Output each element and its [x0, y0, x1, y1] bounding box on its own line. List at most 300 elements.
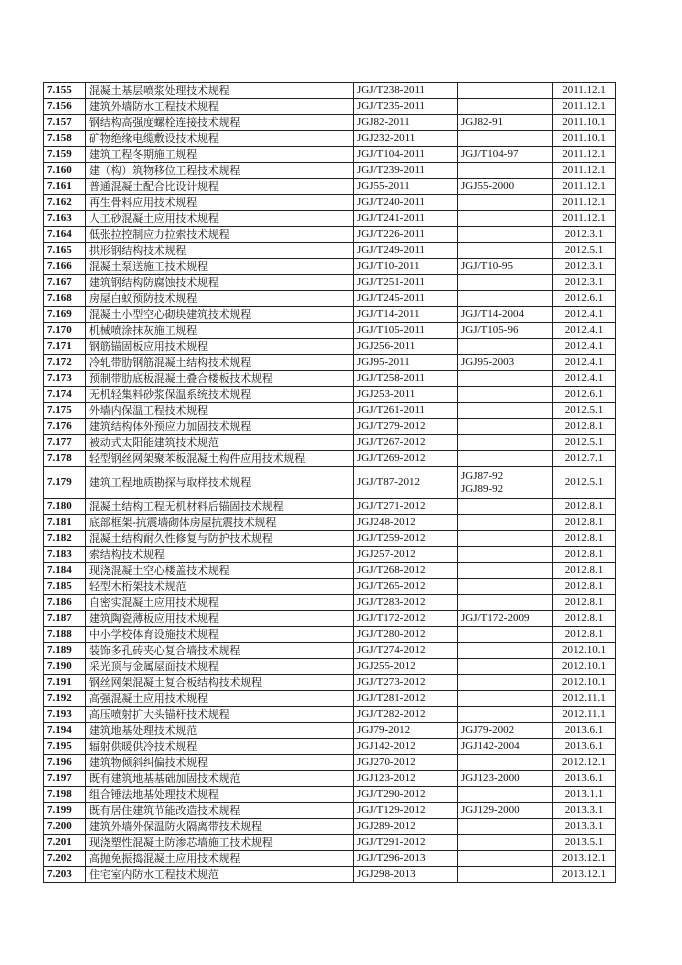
replaced-standard-cell: [458, 99, 553, 115]
table-row: [44, 115, 616, 131]
table-row: [44, 339, 616, 355]
standard-name-cell: 高抛免振捣混凝土应用技术规程: [86, 851, 354, 867]
standard-name-cell: 自密实混凝土应用技术规程: [86, 595, 354, 611]
standard-number-cell: 7.192: [44, 691, 86, 707]
table-row: [44, 291, 616, 307]
standard-name-cell: 高强混凝土应用技术规程: [86, 691, 354, 707]
standard-code-cell: JGJ/T296-2013: [354, 851, 458, 867]
standard-code-cell: JGJ82-2011: [354, 115, 458, 131]
standard-code-cell: JGJ232-2011: [354, 131, 458, 147]
replaced-standard-cell: [458, 275, 553, 291]
effective-date-cell: 2013.12.1: [553, 851, 616, 867]
standard-code-cell: JGJ289-2012: [354, 819, 458, 835]
standard-code-cell: JGJ/T249-2011: [354, 243, 458, 259]
table-row: [44, 387, 616, 403]
standards-table-container: [43, 82, 616, 883]
standard-name-cell: 既有建筑地基基础加固技术规范: [86, 771, 354, 787]
standard-name-cell: 建（构）筑物移位工程技术规程: [86, 163, 354, 179]
replaced-standard-cell: [458, 291, 553, 307]
standard-name-cell: 建筑结构体外预应力加固技术规程: [86, 419, 354, 435]
replaced-standard-cell: [458, 691, 553, 707]
standard-number-cell: 7.171: [44, 339, 86, 355]
standard-number-cell: 7.159: [44, 147, 86, 163]
standard-code-cell: JGJ/T104-2011: [354, 147, 458, 163]
replaced-standard-cell: [458, 803, 553, 819]
table-row: [44, 707, 616, 723]
standard-number-cell: 7.181: [44, 515, 86, 531]
replaced-standard-cell: [458, 419, 553, 435]
effective-date-cell: 2011.12.1: [553, 195, 616, 211]
effective-date-cell: 2012.8.1: [553, 627, 616, 643]
standard-code-cell: JGJ/T129-2012: [354, 803, 458, 819]
table-row: [44, 691, 616, 707]
replaced-standard-cell: [458, 83, 553, 99]
table-row: [44, 99, 616, 115]
standard-number-cell: 7.167: [44, 275, 86, 291]
standard-number-cell: 7.166: [44, 259, 86, 275]
standard-name-cell: 普通混凝土配合比设计规程: [86, 179, 354, 195]
effective-date-cell: 2012.3.1: [553, 259, 616, 275]
effective-date-cell: 2012.12.1: [553, 755, 616, 771]
standard-name-cell: 辐射供暖供冷技术规程: [86, 739, 354, 755]
standard-name-cell: 钢丝网架混凝土复合板结构技术规程: [86, 675, 354, 691]
table-row: [44, 83, 616, 99]
replaced-standard-cell: [458, 163, 553, 179]
replaced-standard-cell: [458, 387, 553, 403]
standard-name-cell: 建筑钢结构防腐蚀技术规程: [86, 275, 354, 291]
replaced-standard-cell: [458, 771, 553, 787]
effective-date-cell: 2012.10.1: [553, 659, 616, 675]
effective-date-cell: 2012.4.1: [553, 339, 616, 355]
effective-date-cell: 2011.12.1: [553, 163, 616, 179]
replaced-standard-cell: [458, 179, 553, 195]
replaced-standard-cell: [458, 115, 553, 131]
standard-code-cell: JGJ/T274-2012: [354, 643, 458, 659]
effective-date-cell: 2012.4.1: [553, 323, 616, 339]
standard-name-cell: 建筑物倾斜纠偏技术规程: [86, 755, 354, 771]
replaced-standard-cell: [458, 259, 553, 275]
table-row: [44, 627, 616, 643]
table-row: [44, 243, 616, 259]
standard-code-cell: JGJ/T226-2011: [354, 227, 458, 243]
table-row: [44, 307, 616, 323]
effective-date-cell: 2011.12.1: [553, 147, 616, 163]
table-row: [44, 675, 616, 691]
standard-name-cell: 建筑陶瓷薄板应用技术规程: [86, 611, 354, 627]
table-row: [44, 531, 616, 547]
replaced-standard-cell: [458, 579, 553, 595]
table-row: [44, 659, 616, 675]
replaced-standard-code: JGJ/T172-2009: [461, 612, 530, 624]
standard-name-cell: 钢结构高强度螺栓连接技术规程: [86, 115, 354, 131]
table-row: [44, 419, 616, 435]
standard-number-cell: 7.202: [44, 851, 86, 867]
standard-name-cell: 混凝土小型空心砌块建筑技术规程: [86, 307, 354, 323]
table-row: [44, 563, 616, 579]
replaced-standard-cell: [458, 547, 553, 563]
replaced-standard-cell: [458, 867, 553, 883]
standard-number-cell: 7.176: [44, 419, 86, 435]
replaced-standard-cell: [458, 531, 553, 547]
standard-name-cell: 建筑工程地质勘探与取样技术规程: [86, 467, 354, 499]
effective-date-cell: 2012.4.1: [553, 371, 616, 387]
effective-date-cell: 2011.12.1: [553, 83, 616, 99]
standard-name-cell: 被动式太阳能建筑技术规范: [86, 435, 354, 451]
table-row: [44, 355, 616, 371]
standard-code-cell: JGJ123-2012: [354, 771, 458, 787]
standard-number-cell: 7.178: [44, 451, 86, 467]
replaced-standard-code: JGJ79-2002: [461, 724, 515, 736]
table-row: [44, 579, 616, 595]
table-row: [44, 547, 616, 563]
effective-date-cell: 2012.8.1: [553, 611, 616, 627]
standard-name-cell: 人工砂混凝土应用技术规程: [86, 211, 354, 227]
replaced-standard-cell: [458, 755, 553, 771]
standard-code-cell: JGJ/T235-2011: [354, 99, 458, 115]
replaced-standard-cell: [458, 371, 553, 387]
standard-number-cell: 7.162: [44, 195, 86, 211]
table-row: [44, 163, 616, 179]
replaced-standard-code: JGJ/T10-95: [461, 260, 513, 272]
replaced-standard-cell: [458, 211, 553, 227]
replaced-standard-cell: [458, 515, 553, 531]
effective-date-cell: 2012.8.1: [553, 531, 616, 547]
standards-table-body: [44, 83, 616, 883]
effective-date-cell: 2013.1.1: [553, 787, 616, 803]
replaced-standard-code: JGJ95-2003: [461, 356, 515, 368]
standard-code-cell: JGJ255-2012: [354, 659, 458, 675]
replaced-standard-cell: [458, 723, 553, 739]
replaced-standard-cell: [458, 659, 553, 675]
replaced-standard-code: JGJ/T105-96: [461, 324, 519, 336]
replaced-standard-cell: [458, 195, 553, 211]
effective-date-cell: 2012.6.1: [553, 387, 616, 403]
replaced-standard-cell: [458, 787, 553, 803]
standard-number-cell: 7.191: [44, 675, 86, 691]
replaced-standard-code: JGJ87-92: [461, 469, 504, 482]
standard-number-cell: 7.186: [44, 595, 86, 611]
effective-date-cell: 2011.12.1: [553, 99, 616, 115]
standard-code-cell: JGJ/T279-2012: [354, 419, 458, 435]
replaced-standard-cell: [458, 563, 553, 579]
standard-code-cell: JGJ/T282-2012: [354, 707, 458, 723]
standard-name-cell: 混凝土泵送施工技术规程: [86, 259, 354, 275]
standard-name-cell: 钢筋锚固板应用技术规程: [86, 339, 354, 355]
table-row: [44, 515, 616, 531]
standard-number-cell: 7.195: [44, 739, 86, 755]
standard-name-cell: 拱形钢结构技术规程: [86, 243, 354, 259]
standard-code-cell: JGJ298-2013: [354, 867, 458, 883]
standard-code-cell: JGJ/T269-2012: [354, 451, 458, 467]
replaced-standard-cell: [458, 227, 553, 243]
standard-number-cell: 7.185: [44, 579, 86, 595]
standard-code-cell: JGJ253-2011: [354, 387, 458, 403]
standard-number-cell: 7.199: [44, 803, 86, 819]
standard-name-cell: 组合锤法地基处理技术规程: [86, 787, 354, 803]
standard-name-cell: 低张拉控制应力拉索技术规程: [86, 227, 354, 243]
standard-name-cell: 预制带肋底板混凝土叠合楼板技术规程: [86, 371, 354, 387]
standard-name-cell: 混凝土结构工程无机材料后锚固技术规程: [86, 499, 354, 515]
standard-number-cell: 7.203: [44, 867, 86, 883]
standard-code-cell: JGJ55-2011: [354, 179, 458, 195]
replaced-standard-cell: [458, 707, 553, 723]
table-row: [44, 451, 616, 467]
table-row: [44, 611, 616, 627]
standard-number-cell: 7.158: [44, 131, 86, 147]
standard-name-cell: 建筑地基处理技术规范: [86, 723, 354, 739]
replaced-standard-code: JGJ55-2000: [461, 180, 515, 192]
effective-date-cell: 2012.3.1: [553, 227, 616, 243]
effective-date-cell: 2012.8.1: [553, 499, 616, 515]
replaced-standard-cell: [458, 243, 553, 259]
replaced-standard-cell: [458, 403, 553, 419]
standard-number-cell: 7.201: [44, 835, 86, 851]
replaced-standard-code: JGJ/T14-2004: [461, 308, 524, 320]
standard-code-cell: JGJ/T105-2011: [354, 323, 458, 339]
effective-date-cell: 2013.12.1: [553, 867, 616, 883]
effective-date-cell: 2011.10.1: [553, 131, 616, 147]
standard-number-cell: 7.198: [44, 787, 86, 803]
standard-code-cell: JGJ/T10-2011: [354, 259, 458, 275]
effective-date-cell: 2012.8.1: [553, 547, 616, 563]
table-row: [44, 851, 616, 867]
standard-number-cell: 7.169: [44, 307, 86, 323]
standard-code-cell: JGJ/T273-2012: [354, 675, 458, 691]
standard-number-cell: 7.160: [44, 163, 86, 179]
table-row: [44, 867, 616, 883]
table-row: [44, 787, 616, 803]
standard-code-cell: JGJ/T281-2012: [354, 691, 458, 707]
standard-number-cell: 7.170: [44, 323, 86, 339]
standard-number-cell: 7.184: [44, 563, 86, 579]
standard-code-cell: JGJ/T258-2011: [354, 371, 458, 387]
replaced-standard-cell: [458, 611, 553, 627]
table-row: [44, 723, 616, 739]
standard-code-cell: JGJ/T290-2012: [354, 787, 458, 803]
standard-name-cell: 索结构技术规程: [86, 547, 354, 563]
standard-code-cell: JGJ/T268-2012: [354, 563, 458, 579]
standard-code-cell: JGJ79-2012: [354, 723, 458, 739]
standard-code-cell: JGJ257-2012: [354, 547, 458, 563]
table-row: [44, 819, 616, 835]
effective-date-cell: 2012.10.1: [553, 643, 616, 659]
standard-number-cell: 7.194: [44, 723, 86, 739]
standard-number-cell: 7.183: [44, 547, 86, 563]
standard-name-cell: 建筑工程冬期施工规程: [86, 147, 354, 163]
table-row: [44, 835, 616, 851]
effective-date-cell: 2012.8.1: [553, 595, 616, 611]
standard-name-cell: 房屋白蚁预防技术规程: [86, 291, 354, 307]
replaced-standard-cell: [458, 819, 553, 835]
standard-name-cell: 装饰多孔砖夹心复合墙技术规程: [86, 643, 354, 659]
standard-code-cell: JGJ/T240-2011: [354, 195, 458, 211]
table-row: [44, 435, 616, 451]
standard-code-cell: JGJ/T241-2011: [354, 211, 458, 227]
standard-name-cell: 外墙内保温工程技术规程: [86, 403, 354, 419]
standard-name-cell: 高压喷射扩大头锚杆技术规程: [86, 707, 354, 723]
standards-table: [43, 82, 616, 883]
standard-name-cell: 混凝土基层喷浆处理技术规程: [86, 83, 354, 99]
standard-number-cell: 7.163: [44, 211, 86, 227]
standard-number-cell: 7.164: [44, 227, 86, 243]
standard-code-cell: JGJ95-2011: [354, 355, 458, 371]
standard-code-cell: JGJ/T271-2012: [354, 499, 458, 515]
replaced-standard-code: JGJ142-2004: [461, 740, 520, 752]
replaced-standard-cell: [458, 355, 553, 371]
replaced-standard-cell: [458, 643, 553, 659]
standard-name-cell: 机械喷涂抹灰施工规程: [86, 323, 354, 339]
replaced-standard-cell: [458, 451, 553, 467]
standard-number-cell: 7.188: [44, 627, 86, 643]
replaced-standard-cell: [458, 499, 553, 515]
effective-date-cell: 2012.8.1: [553, 563, 616, 579]
effective-date-cell: 2013.6.1: [553, 771, 616, 787]
table-row: [44, 803, 616, 819]
standard-number-cell: 7.173: [44, 371, 86, 387]
standard-number-cell: 7.174: [44, 387, 86, 403]
standard-name-cell: 建筑外墙外保温防火隔离带技术规程: [86, 819, 354, 835]
standard-number-cell: 7.179: [44, 467, 86, 499]
table-row: [44, 499, 616, 515]
standard-code-cell: JGJ/T259-2012: [354, 531, 458, 547]
replaced-standard-cell: [458, 131, 553, 147]
standard-code-cell: JGJ270-2012: [354, 755, 458, 771]
standard-number-cell: 7.156: [44, 99, 86, 115]
replaced-standard-code: JGJ89-92: [461, 482, 504, 495]
standard-code-cell: JGJ256-2011: [354, 339, 458, 355]
standard-name-cell: 混凝土结构耐久性修复与防护技术规程: [86, 531, 354, 547]
standard-name-cell: 住宅室内防水工程技术规范: [86, 867, 354, 883]
standard-name-cell: 既有居住建筑节能改造技术规程: [86, 803, 354, 819]
standard-name-cell: 轻型钢丝网架聚苯板混凝土构件应用技术规程: [86, 451, 354, 467]
standard-code-cell: JGJ/T172-2012: [354, 611, 458, 627]
replaced-standard-cell: [458, 467, 553, 499]
standard-number-cell: 7.189: [44, 643, 86, 659]
standard-name-cell: 中小学校体育设施技术规程: [86, 627, 354, 643]
replaced-standard-code: JGJ129-2000: [461, 804, 520, 816]
effective-date-cell: 2012.4.1: [553, 307, 616, 323]
table-row: [44, 275, 616, 291]
standard-code-cell: JGJ/T280-2012: [354, 627, 458, 643]
standard-code-cell: JGJ/T267-2012: [354, 435, 458, 451]
replaced-standard-cell: [458, 675, 553, 691]
replaced-standard-cell: [458, 739, 553, 755]
effective-date-cell: 2012.5.1: [553, 243, 616, 259]
table-row: [44, 211, 616, 227]
replaced-standard-cell: [458, 323, 553, 339]
effective-date-cell: 2011.12.1: [553, 211, 616, 227]
standard-number-cell: 7.190: [44, 659, 86, 675]
standard-name-cell: 建筑外墙防水工程技术规程: [86, 99, 354, 115]
replaced-standard-cell: [458, 435, 553, 451]
effective-date-cell: 2012.11.1: [553, 691, 616, 707]
standard-code-cell: JGJ/T245-2011: [354, 291, 458, 307]
effective-date-cell: 2012.6.1: [553, 291, 616, 307]
effective-date-cell: 2013.5.1: [553, 835, 616, 851]
effective-date-cell: 2013.6.1: [553, 723, 616, 739]
standard-code-cell: JGJ248-2012: [354, 515, 458, 531]
table-row: [44, 147, 616, 163]
effective-date-cell: 2012.4.1: [553, 355, 616, 371]
standard-number-cell: 7.175: [44, 403, 86, 419]
standard-name-cell: 无机轻集料砂浆保温系统技术规程: [86, 387, 354, 403]
effective-date-cell: 2012.8.1: [553, 419, 616, 435]
replaced-standard-cell: [458, 147, 553, 163]
replaced-standard-cell: [458, 851, 553, 867]
table-row: [44, 771, 616, 787]
standard-code-cell: JGJ/T291-2012: [354, 835, 458, 851]
standard-number-cell: 7.193: [44, 707, 86, 723]
standard-number-cell: 7.165: [44, 243, 86, 259]
effective-date-cell: 2012.7.1: [553, 451, 616, 467]
standard-code-cell: JGJ/T265-2012: [354, 579, 458, 595]
standard-number-cell: 7.197: [44, 771, 86, 787]
standard-name-cell: 冷轧带肋钢筋混凝土结构技术规程: [86, 355, 354, 371]
effective-date-cell: 2012.8.1: [553, 515, 616, 531]
table-row: [44, 227, 616, 243]
effective-date-cell: 2012.8.1: [553, 579, 616, 595]
standard-code-cell: JGJ/T251-2011: [354, 275, 458, 291]
effective-date-cell: 2012.5.1: [553, 435, 616, 451]
replaced-standard-cell: [458, 307, 553, 323]
effective-date-cell: 2012.10.1: [553, 675, 616, 691]
replaced-standard-code: JGJ82-91: [461, 116, 504, 128]
table-row: [44, 371, 616, 387]
standard-name-cell: 现浇塑性混凝土防渗芯墙施工技术规程: [86, 835, 354, 851]
effective-date-cell: 2012.5.1: [553, 403, 616, 419]
standard-number-cell: 7.155: [44, 83, 86, 99]
standard-code-cell: JGJ/T14-2011: [354, 307, 458, 323]
replaced-standard-cell: [458, 595, 553, 611]
replaced-standard-cell: [458, 627, 553, 643]
table-row: [44, 195, 616, 211]
standard-code-cell: JGJ/T239-2011: [354, 163, 458, 179]
effective-date-cell: 2013.6.1: [553, 739, 616, 755]
replaced-standard-cell: [458, 339, 553, 355]
standard-name-cell: 底部框架-抗震墙砌体房屋抗震技术规程: [86, 515, 354, 531]
table-row: [44, 131, 616, 147]
table-row: [44, 323, 616, 339]
effective-date-cell: 2012.11.1: [553, 707, 616, 723]
standard-number-cell: 7.161: [44, 179, 86, 195]
replaced-standard-cell: [458, 835, 553, 851]
table-row: [44, 755, 616, 771]
standard-name-cell: 采光顶与金属屋面技术规程: [86, 659, 354, 675]
standard-number-cell: 7.200: [44, 819, 86, 835]
standard-number-cell: 7.177: [44, 435, 86, 451]
standard-number-cell: 7.182: [44, 531, 86, 547]
table-row: [44, 739, 616, 755]
standard-number-cell: 7.180: [44, 499, 86, 515]
effective-date-cell: 2012.3.1: [553, 275, 616, 291]
standard-number-cell: 7.157: [44, 115, 86, 131]
effective-date-cell: 2013.3.1: [553, 819, 616, 835]
standard-code-cell: JGJ/T283-2012: [354, 595, 458, 611]
effective-date-cell: 2012.5.1: [553, 467, 616, 499]
standard-number-cell: 7.187: [44, 611, 86, 627]
standard-name-cell: 现浇混凝土空心楼盖技术规程: [86, 563, 354, 579]
replaced-standard-code: JGJ/T104-97: [461, 148, 519, 160]
standard-code-cell: JGJ/T238-2011: [354, 83, 458, 99]
standard-name-cell: 再生骨料应用技术规程: [86, 195, 354, 211]
standard-name-cell: 矿物绝缘电缆敷设技术规程: [86, 131, 354, 147]
replaced-standard-code: JGJ123-2000: [461, 772, 520, 784]
standard-code-cell: JGJ/T261-2011: [354, 403, 458, 419]
standard-code-cell: JGJ/T87-2012: [354, 467, 458, 499]
standard-code-cell: JGJ142-2012: [354, 739, 458, 755]
table-row: [44, 643, 616, 659]
effective-date-cell: 2011.12.1: [553, 179, 616, 195]
